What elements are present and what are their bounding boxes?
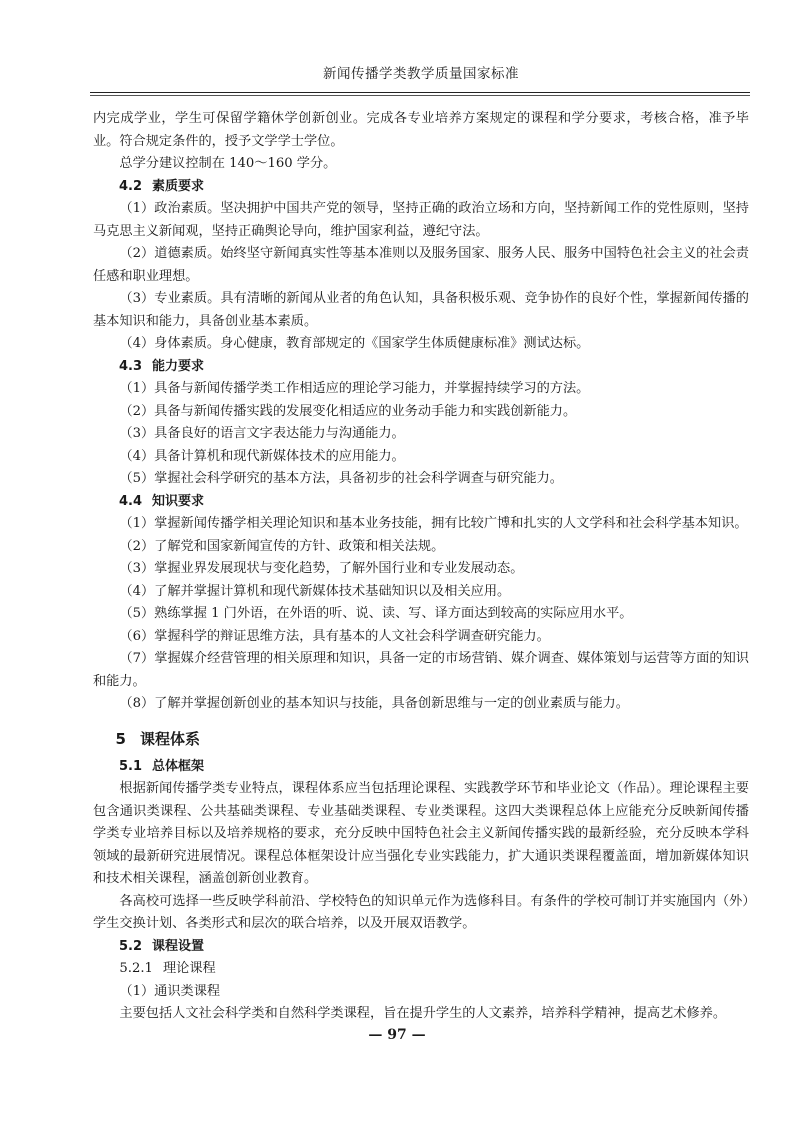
heading-title: 素质要求 (152, 178, 205, 194)
paragraph: 根据新闻传播学类专业特点，课程体系应当包括理论课程、实践教学环节和毕业论文（作品）。理论课程主要包含通识类课程、公共基础类课程、专业基础类课程、专业类课程。这四大类课程总体上应能充分反映新闻传播学类专业培养目标以及培养规格的要求，充分反映中国特色社会主义新闻传播实践的最新经验，充分反映本学科领域的最新研究进展情况。课程总体框架设计应当强化专业实践能力，扩大通识类课程覆盖面，增加新媒体知识和技术相关课程，涵盖创新创业教育。 (93, 781, 749, 886)
subsection-heading (93, 936, 749, 959)
page-body (93, 108, 749, 1026)
heading-title: 课程设置 (152, 938, 205, 954)
list-item: （3）具备良好的语言文字表达能力与沟通能力。 (119, 426, 405, 441)
heading-number: 4.4 (119, 493, 143, 509)
subsection-heading (93, 958, 749, 981)
list-item: （2）了解党和国家新闻宣传的方针、政策和相关法规。 (119, 538, 445, 554)
heading-number: 5.2.1 (119, 961, 153, 976)
running-header: 新闻传播学类教学质量国家标准 (323, 66, 519, 82)
list-item: （4）具备计算机和现代新媒体技术的应用能力。 (119, 448, 405, 464)
list-item: （2）具备与新闻传播实践的发展变化相适应的业务动手能力和实践创新能力。 (119, 403, 577, 419)
page-number: — 97 — (368, 1027, 426, 1043)
header-rule-thin (90, 95, 750, 96)
list-item: （8）了解并掌握创新创业的基本知识与技能，具备创新思维与一定的创业素质与能力。 (119, 696, 629, 711)
list-item: （1）掌握新闻传播学相关理论知识和基本业务技能，拥有比较广博和扎实的人文学科和社会科学基本知识。 (119, 516, 748, 531)
heading-number: 5 (115, 729, 126, 748)
heading-number: 5.2 (119, 938, 143, 954)
heading-title: 知识要求 (152, 493, 205, 509)
list-item: （5）掌握社会科学研究的基本方法，具备初步的社会科学调查与研究能力。 (119, 471, 563, 486)
heading-title: 课程体系 (139, 729, 200, 748)
list-item: （1）具备与新闻传播学类工作相适应的理论学习能力，并掌握持续学习的方法。 (119, 381, 590, 396)
heading-number: 4.3 (119, 358, 143, 374)
paragraph: 主要包括人文社会科学类和自然科学类课程，旨在提升学生的人文素养，培养科学精神，提高艺术修养。 (119, 1006, 727, 1021)
list-item: （1）通识类课程 (119, 983, 221, 999)
subsection-heading (93, 176, 749, 199)
paragraph: 各高校可选择一些反映学科前沿、学校特色的知识单元作为选修科目。有条件的学校可制订并实施国内（外）学生交换计划、各类形式和层次的联合培养，以及开展双语教学。 (93, 893, 749, 931)
list-item: （3）掌握业界发展现状与变化趋势，了解外国行业和专业发展动态。 (119, 561, 524, 576)
list-item: （6）掌握科学的辩证思维方法，具有基本的人文社会科学调查研究能力。 (119, 628, 550, 644)
heading-number: 4.2 (119, 178, 143, 194)
heading-title: 能力要求 (152, 358, 205, 374)
heading-number: 5.1 (119, 758, 143, 774)
subsection-heading (93, 756, 749, 779)
list-item: （3）专业素质。具有清晰的新闻从业者的角色认知，具备积极乐观、竞争协作的良好个性，掌握新闻传播的基本知识和能力，具备创业基本素质。 (93, 291, 749, 329)
list-item: （2）道德素质。始终坚守新闻真实性等基本准则以及服务国家、服务人民、服务中国特色社会主义的社会责任感和职业理想。 (93, 246, 749, 284)
header-rule (90, 92, 750, 93)
list-item: （4）身体素质。身心健康，教育部规定的《国家学生体质健康标准》测试达标。 (119, 336, 590, 351)
list-item: （1）政治素质。坚决拥护中国共产党的领导，坚持正确的政治立场和方向，坚持新闻工作的党性原则，坚持马克思主义新闻观，坚持正确舆论导向，维护国家利益，遵纪守法。 (93, 201, 749, 239)
section-heading (93, 726, 749, 752)
paragraph: 内完成学业，学生可保留学籍休学创新创业。完成各专业培养方案规定的课程和学分要求，考核合格，准予毕业。符合规定条件的，授予文学学士学位。 (93, 111, 749, 149)
heading-title: 理论课程 (162, 961, 216, 976)
paragraph: 总学分建议控制在 140～160 学分。 (119, 156, 337, 171)
subsection-heading (93, 356, 749, 379)
heading-title: 总体框架 (152, 758, 205, 774)
list-item: （4）了解并掌握计算机和现代新媒体技术基础知识以及相关应用。 (119, 583, 511, 599)
list-item: （5）熟练掌握 1 门外语，在外语的听、说、读、写、译方面达到较高的实际应用水平。 (119, 606, 633, 621)
subsection-heading (93, 491, 749, 514)
list-item: （7）掌握媒介经营管理的相关原理和知识，具备一定的市场营销、媒介调查、媒体策划与运营等方面的知识和能力。 (93, 651, 749, 689)
